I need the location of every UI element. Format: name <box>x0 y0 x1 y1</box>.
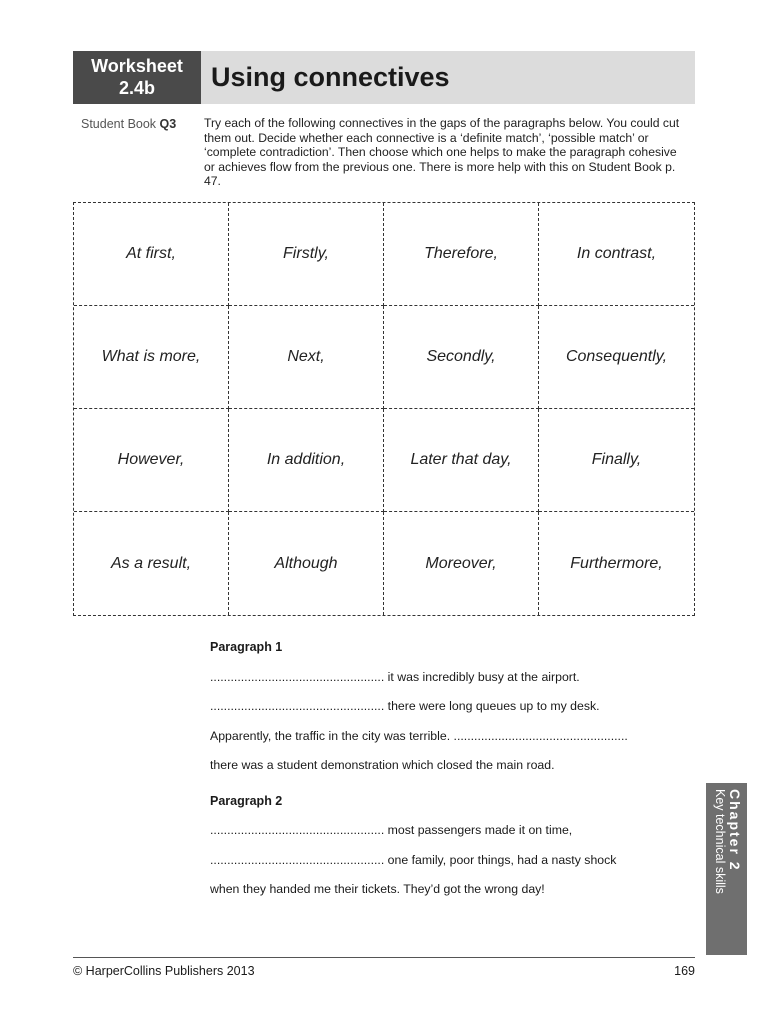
connective-card: Moreover, <box>384 512 539 615</box>
connective-card: Firstly, <box>229 203 384 306</box>
paragraph-2-line: ................................................... one family, poor things, had a nasty shock <box>210 853 617 867</box>
connective-card: Consequently, <box>539 306 694 409</box>
connective-card: Secondly, <box>384 306 539 409</box>
page-number: 169 <box>674 964 695 978</box>
connective-card: Although <box>229 512 384 615</box>
connective-card: What is more, <box>74 306 229 409</box>
connective-card: However, <box>74 409 229 512</box>
paragraph-1-line: ................................................... it was incredibly busy at the airport. <box>210 670 580 684</box>
student-book-label: Student Book <box>81 117 157 131</box>
connective-cards-grid <box>73 202 695 616</box>
connective-card: In addition, <box>229 409 384 512</box>
paragraph-2-line: ................................................... most passengers made it on time, <box>210 823 573 837</box>
paragraph-1-line: ................................................... there were long queues up to my desk. <box>210 699 600 713</box>
paragraph-1-heading: Paragraph 1 <box>210 640 283 654</box>
worksheet-number: 2.4b <box>118 78 156 98</box>
connective-card: In contrast, <box>539 203 694 306</box>
question-number: Q3 <box>159 117 177 131</box>
student-book-reference <box>81 117 176 131</box>
page-title: Using connectives <box>211 62 450 92</box>
paragraph-1-line: Apparently, the traffic in the city was terrible. ................................................... <box>210 729 628 743</box>
paragraph-1-line: there was a student demonstration which closed the main road. <box>210 758 555 772</box>
connective-card: Next, <box>229 306 384 409</box>
footer-divider <box>73 957 695 958</box>
connective-card: At first, <box>74 203 229 306</box>
chapter-subtitle: Key technical skills <box>713 789 727 894</box>
worksheet-label: Worksheet <box>91 56 183 76</box>
title-bar <box>201 51 695 104</box>
connective-card: Finally, <box>539 409 694 512</box>
connective-card: Later that day, <box>384 409 539 512</box>
instructions: Try each of the following connectives in the gaps of the paragraphs below. You could cut them out. Decide whether each connective is a ‘definite match’, ‘possible match’ or ‘complete contradiction’. Then choose which one helps to make the paragraph cohesive or achieves flow from the previous one. There is more help with this on Student Book p. 47. <box>204 116 680 189</box>
copyright: © HarperCollins Publishers 2013 <box>73 964 255 978</box>
chapter-side-tab <box>706 783 747 955</box>
connective-card: Furthermore, <box>570 554 663 572</box>
paragraph-2-line: when they handed me their tickets. They’d got the wrong day! <box>210 882 545 896</box>
worksheet-badge <box>73 51 201 104</box>
paragraph-2-heading: Paragraph 2 <box>210 794 283 808</box>
connective-card: Therefore, <box>384 203 539 306</box>
chapter-label: Chapter 2 <box>727 789 743 872</box>
connective-card: As a result, <box>74 512 229 615</box>
